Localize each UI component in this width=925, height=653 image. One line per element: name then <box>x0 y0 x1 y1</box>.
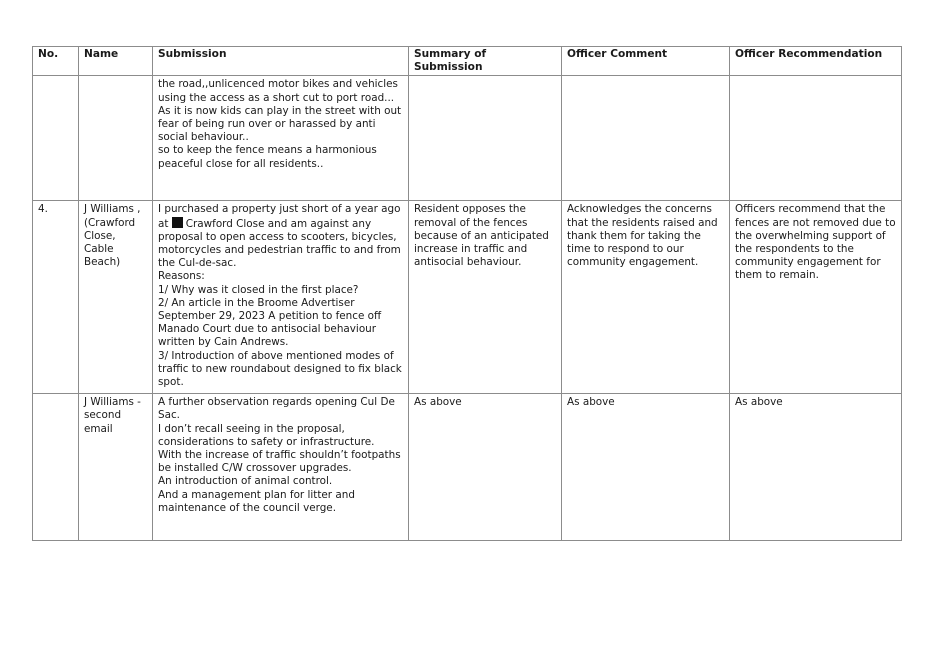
cell-submission <box>153 394 409 541</box>
header-name: Name <box>79 47 153 76</box>
submission-line <box>158 203 403 270</box>
cell-officer-comment: Acknowledges the concerns that the residents raised and thank them for taking the time to respond to our community engagement. <box>562 201 730 394</box>
submission-line: 1/ Why was it closed in the first place? <box>158 283 359 296</box>
cell-summary <box>409 76 562 201</box>
document-page <box>32 46 901 541</box>
submission-text: I purchased a property just short of a year ago at <box>158 203 401 230</box>
cell-no: 4. <box>33 201 79 394</box>
table-row <box>33 394 902 541</box>
cell-submission <box>153 76 409 201</box>
cell-officer-recommendation <box>730 76 902 201</box>
header-officer-comment: Officer Comment <box>562 47 730 76</box>
cell-officer-comment: As above <box>562 394 730 541</box>
submission-line: 3/ Introduction of above mentioned modes of traffic to new roundabout designed to fix black spot. <box>158 349 402 389</box>
cell-officer-recommendation: As above <box>730 394 902 541</box>
cell-submission <box>153 201 409 394</box>
cell-no <box>33 76 79 201</box>
redaction-box <box>172 217 183 228</box>
cell-officer-recommendation: Officers recommend that the fences are not removed due to the overwhelming support of the respondents to the community engagement for them to remain. <box>730 201 902 394</box>
cell-name <box>79 76 153 201</box>
table-header-row <box>33 47 902 76</box>
cell-summary: Resident opposes the removal of the fences because of an anticipated increase in traffic and antisocial behaviour. <box>409 201 562 394</box>
submission-line: As it is now kids can play in the street with out fear of being run over or harassed by anti social behaviour.. <box>158 104 402 144</box>
submissions-table <box>32 46 902 541</box>
submission-line: Reasons: <box>158 270 205 283</box>
submission-line: An introduction of animal control. <box>158 475 333 488</box>
submission-line: With the increase of traffic shouldn’t footpaths be installed C/W crossover upgrades. <box>158 449 401 475</box>
cell-no <box>33 394 79 541</box>
submission-text: Crawford Close and am against any proposal to open access to scooters, bicycles, motorcycles and pedestrian traffic to and from the Cul-de-sac. <box>158 217 401 270</box>
cell-officer-comment <box>562 76 730 201</box>
submission-line: so to keep the fence means a harmonious peaceful close for all residents.. <box>158 144 377 170</box>
cell-summary: As above <box>409 394 562 541</box>
header-officer-recommendation: Officer Recommendation <box>730 47 902 76</box>
table-row <box>33 201 902 394</box>
cell-name: J Williams , (Crawford Close, Cable Beach) <box>79 201 153 394</box>
submission-line: I don’t recall seeing in the proposal, considerations to safety or infrastructure. <box>158 422 375 448</box>
header-no: No. <box>33 47 79 76</box>
table-row <box>33 76 902 201</box>
cell-name: J Williams - second email <box>79 394 153 541</box>
header-summary: Summary of Submission <box>409 47 562 76</box>
header-submission: Submission <box>153 47 409 76</box>
submission-line: 2/ An article in the Broome Advertiser September 29, 2023 A petition to fence off Manado Court due to antisocial behaviour written by Cain Andrews. <box>158 296 382 349</box>
submission-line: And a management plan for litter and maintenance of the council verge. <box>158 488 355 514</box>
submission-line: A further observation regards opening Cul De Sac. <box>158 396 395 422</box>
submission-line: the road,,unlicenced motor bikes and vehicles using the access as a short cut to port road... <box>158 78 398 104</box>
